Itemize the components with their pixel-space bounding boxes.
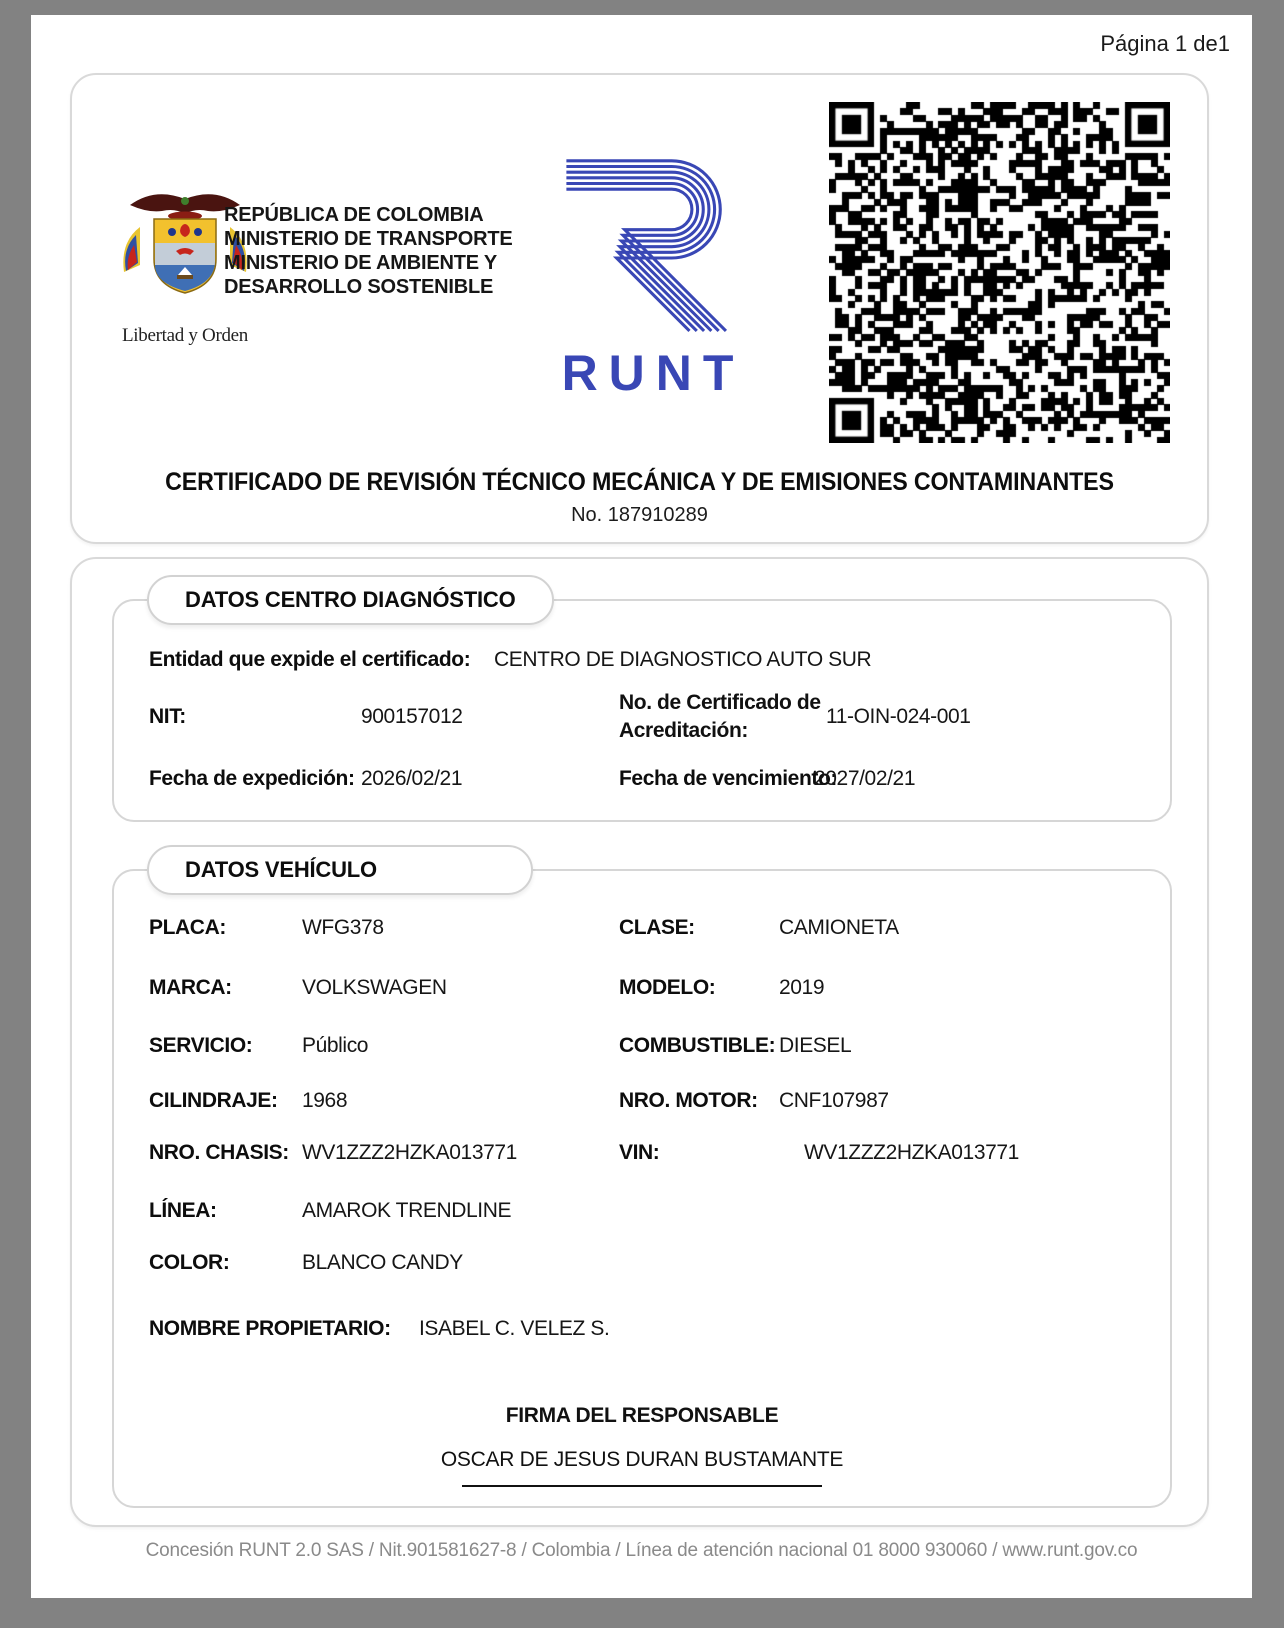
field-row-chasis-vin xyxy=(114,1141,1170,1171)
ministry-heading xyxy=(224,203,513,299)
field-value: 2027/02/21 xyxy=(814,767,916,790)
field-label: CLASE: xyxy=(619,916,695,939)
ministry-line: MINISTERIO DE TRANSPORTE xyxy=(224,228,513,250)
certificate-title: CERTIFICADO DE REVISIÓN TÉCNICO MECÁNICA Y DE EMISIONES CONTAMINANTES xyxy=(165,468,1114,496)
field-value: WV1ZZZ2HZKA013771 xyxy=(302,1141,517,1164)
qr-code xyxy=(829,102,1170,443)
section-title: DATOS CENTRO DIAGNÓSTICO xyxy=(185,587,516,612)
field-label: NRO. MOTOR: xyxy=(619,1089,758,1112)
field-value: Público xyxy=(302,1034,369,1057)
field-value: VOLKSWAGEN xyxy=(302,976,447,999)
footer-text: Concesión RUNT 2.0 SAS / Nit.901581627-8 / Colombia / Línea de atención nacional 01 8000 930060 / www.runt.gov.co xyxy=(145,1540,1138,1561)
ministry-line: MINISTERIO DE AMBIENTE Y xyxy=(224,252,498,274)
runt-logo xyxy=(524,143,774,402)
coat-of-arms-caption: Libertad y Orden xyxy=(121,325,249,346)
field-value: WV1ZZZ2HZKA013771 xyxy=(804,1141,1019,1164)
field-row-color xyxy=(114,1251,1170,1281)
field-label: NOMBRE PROPIETARIO: xyxy=(149,1317,391,1340)
sections-card xyxy=(70,557,1209,1527)
certificate-number: No. 187910289 xyxy=(571,504,708,526)
vehicle-section xyxy=(112,869,1172,1508)
field-value: DIESEL xyxy=(779,1034,852,1057)
field-value: 11-OIN-024-001 xyxy=(826,705,971,728)
field-value: 2019 xyxy=(779,976,825,999)
field-value: 2026/02/21 xyxy=(361,767,463,790)
field-label: Fecha de expedición: xyxy=(149,767,355,790)
field-label: MARCA: xyxy=(149,976,232,999)
field-label: NRO. CHASIS: xyxy=(149,1141,289,1164)
field-value: 900157012 xyxy=(361,705,463,728)
runt-r-icon xyxy=(541,143,757,339)
field-fechas xyxy=(114,767,1170,797)
field-label: VIN: xyxy=(619,1141,660,1164)
field-value: BLANCO CANDY xyxy=(302,1251,463,1274)
field-label: COLOR: xyxy=(149,1251,230,1274)
signature-name: OSCAR DE JESUS DURAN BUSTAMANTE xyxy=(440,1448,844,1471)
field-row-propietario xyxy=(114,1317,1170,1347)
field-row-cilindraje-motor xyxy=(114,1089,1170,1119)
header-card xyxy=(70,73,1209,544)
field-value: CAMIONETA xyxy=(779,916,899,939)
field-row-servicio-combustible xyxy=(114,1034,1170,1064)
signature-label: FIRMA DEL RESPONSABLE xyxy=(505,1404,779,1427)
field-value: AMAROK TRENDLINE xyxy=(302,1199,512,1222)
field-value: ISABEL C. VELEZ S. xyxy=(419,1317,610,1340)
field-entidad xyxy=(114,648,1170,678)
diagnostic-section xyxy=(112,599,1172,822)
field-label: COMBUSTIBLE: xyxy=(619,1034,776,1057)
page-indicator: Página 1 de1 xyxy=(1100,31,1230,56)
field-label: Entidad que expide el certificado: xyxy=(149,648,471,671)
field-row-marca-modelo xyxy=(114,976,1170,1006)
field-label: PLACA: xyxy=(149,916,226,939)
field-row-placa-clase xyxy=(114,916,1170,946)
signature-line xyxy=(462,1485,822,1487)
field-label: SERVICIO: xyxy=(149,1034,253,1057)
field-acreditacion-label: No. de Certificado de Acreditación: xyxy=(619,691,821,742)
field-row-linea xyxy=(114,1199,1170,1229)
field-value: WFG378 xyxy=(302,916,384,939)
field-value: 1968 xyxy=(302,1089,348,1112)
diagnostic-section-title-pill xyxy=(147,575,554,625)
field-label: CILINDRAJE: xyxy=(149,1089,278,1112)
vehicle-section-title-pill xyxy=(147,845,533,895)
field-label: Fecha de vencimiento: xyxy=(619,767,837,790)
section-title: DATOS VEHÍCULO xyxy=(185,857,377,882)
runt-wordmark: RUNT xyxy=(561,345,745,401)
field-value: CNF107987 xyxy=(779,1089,889,1112)
field-value: CENTRO DE DIAGNOSTICO AUTO SUR xyxy=(494,648,872,671)
ministry-line: DESARROLLO SOSTENIBLE xyxy=(224,276,494,298)
field-label: LÍNEA: xyxy=(149,1199,217,1222)
ministry-line: REPÚBLICA DE COLOMBIA xyxy=(224,204,484,226)
document-page xyxy=(31,15,1252,1598)
field-label: MODELO: xyxy=(619,976,716,999)
field-label: NIT: xyxy=(149,705,186,728)
